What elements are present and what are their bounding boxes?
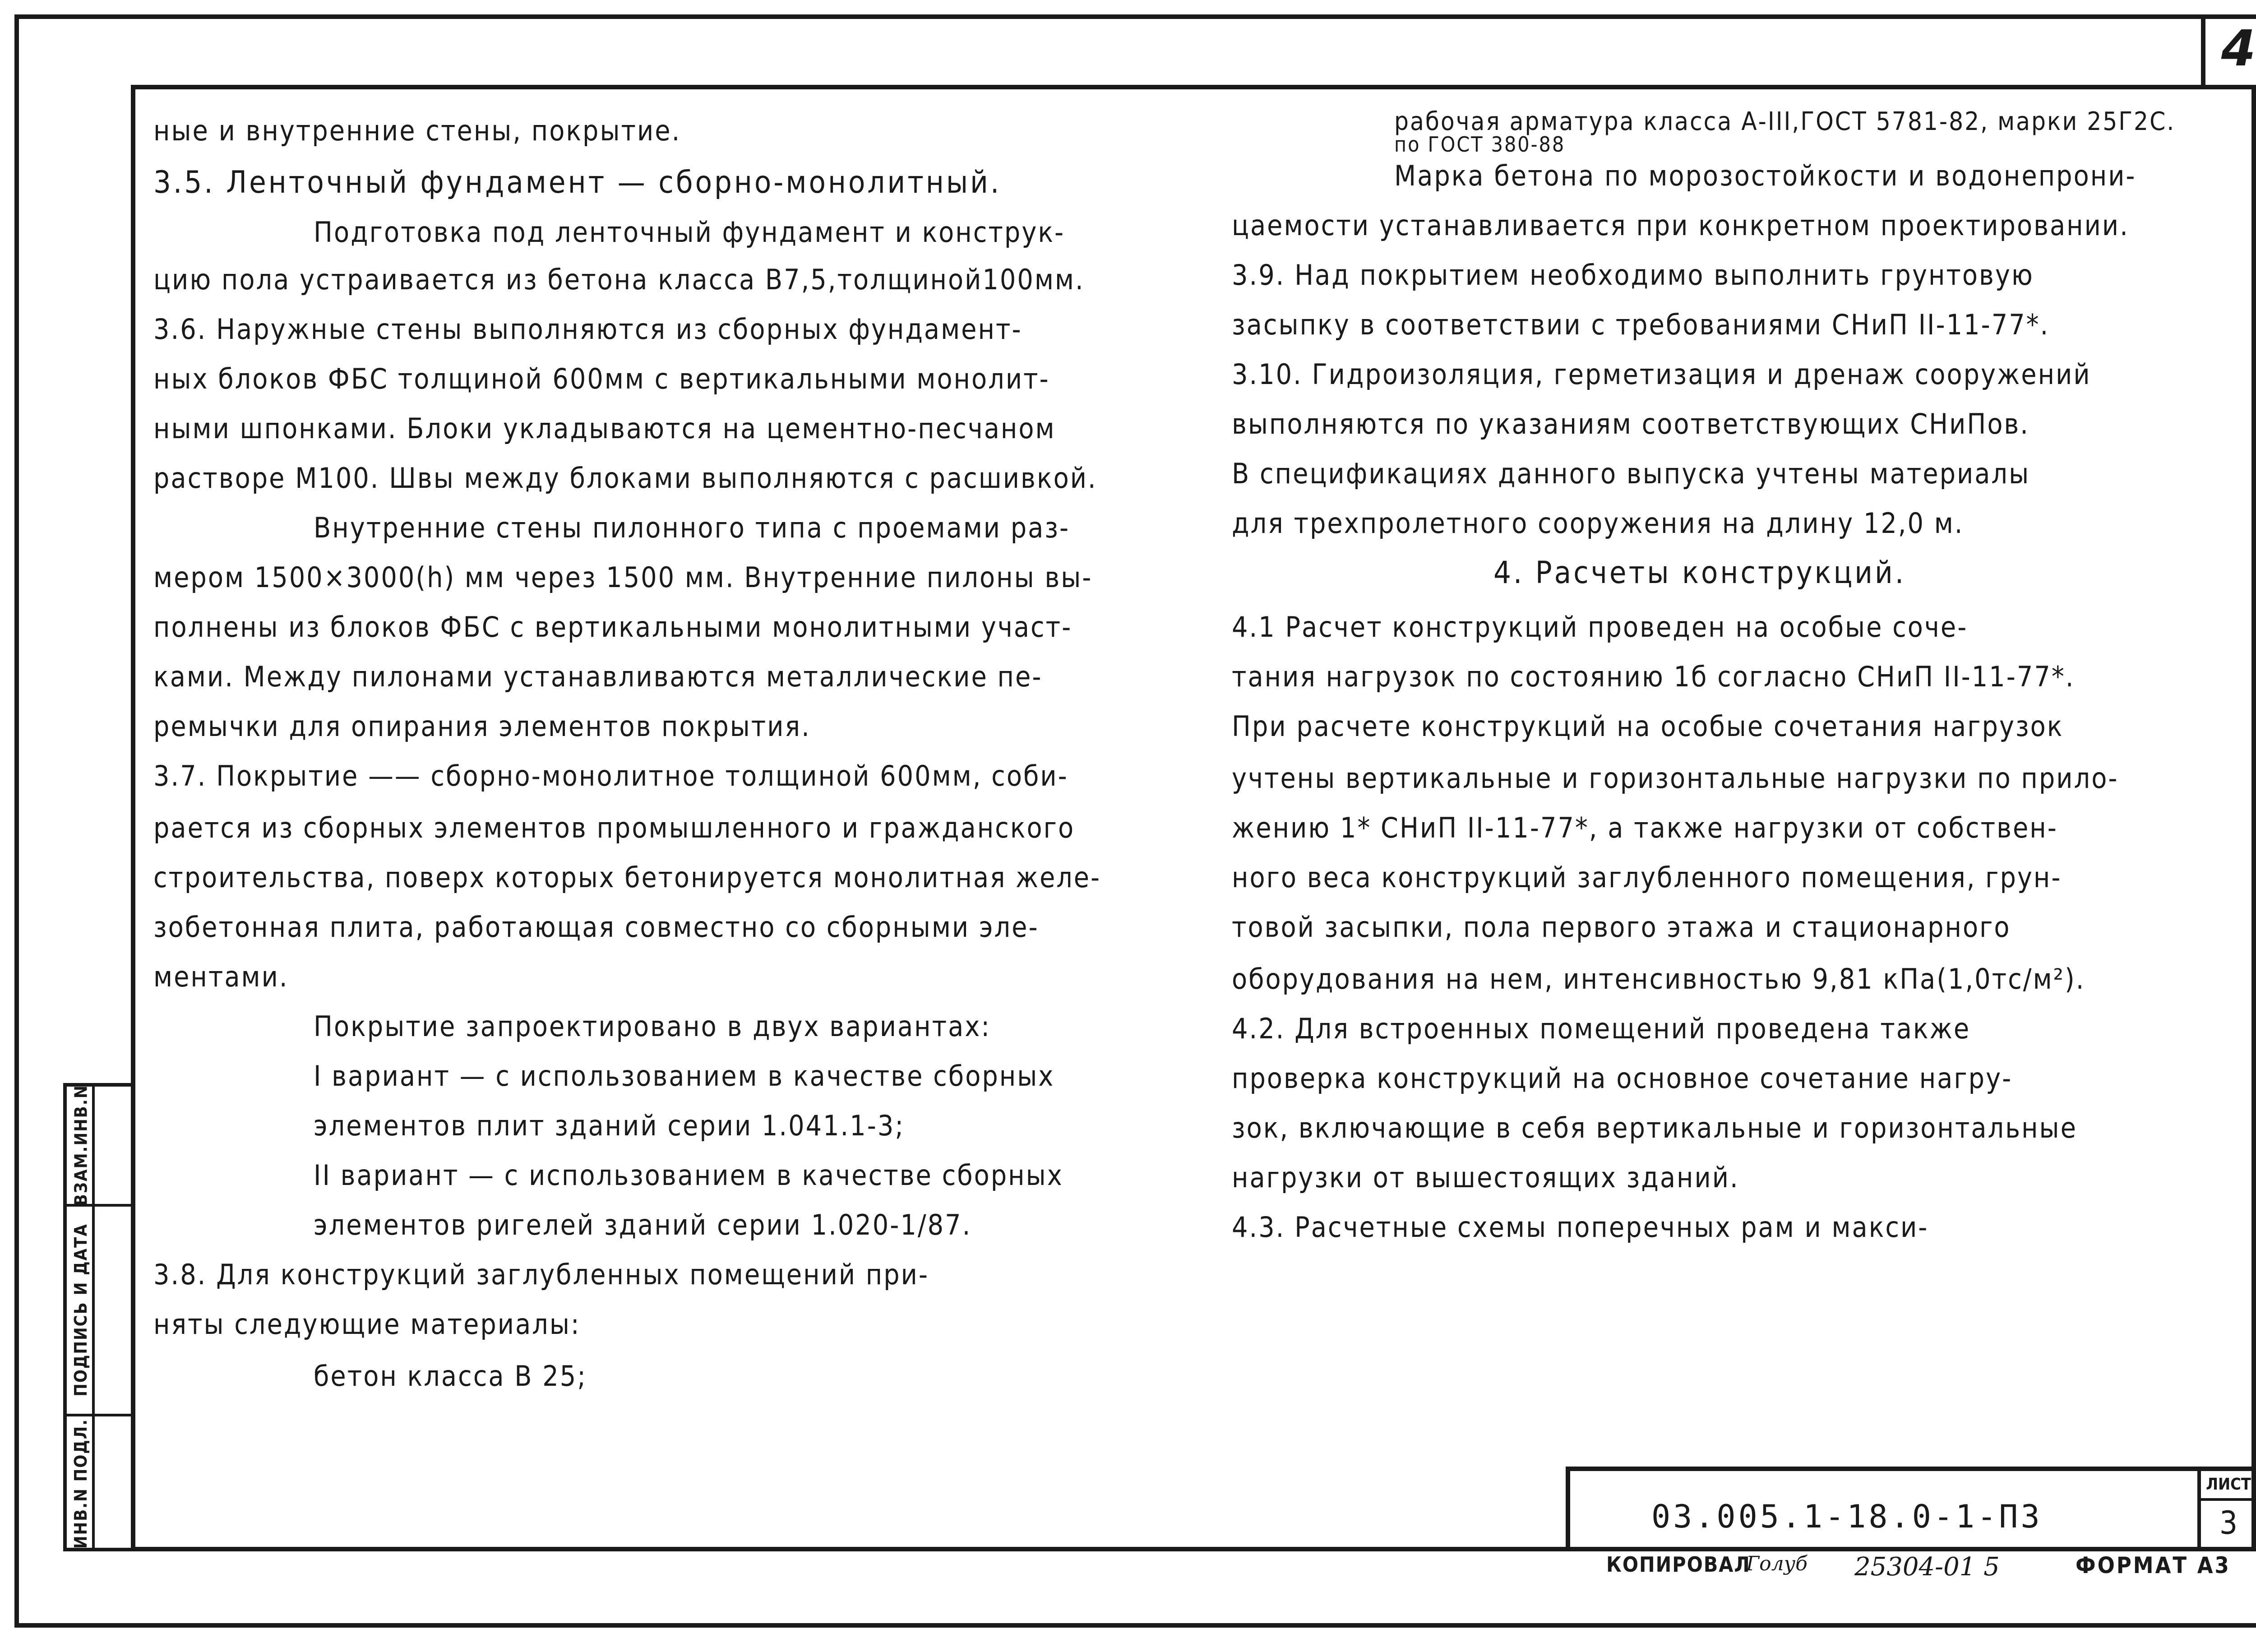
text-line: цаемости устанавливается при конкретном проектировании.: [1232, 209, 2129, 242]
text-line: полнены из блоков ФБС с вертикальными монолитными участ-: [153, 611, 1073, 643]
text-line: Внутренние стены пилонного типа с проемами раз-: [314, 511, 1070, 544]
sheet-number-box: [2197, 1471, 2256, 1551]
sidebar-field-signature: ПОДПИСЬ И ДАТА: [71, 1223, 91, 1397]
copied-by-signature: Голуб: [1746, 1552, 1808, 1575]
text-line: ремычки для опирания элементов покрытия.: [153, 710, 811, 743]
document-code: 03.005.1-18.0-1-ПЗ: [1651, 1498, 2043, 1535]
page-number: 4: [2201, 14, 2256, 89]
text-line: ками. Между пилонами устанавливаются металлические пе-: [153, 660, 1043, 693]
text-line: В спецификациях данного выпуска учтены материалы: [1232, 457, 2030, 490]
text-line: рабочая арматура класса А-III,ГОСТ 5781-82, марки 25Г2С.: [1394, 107, 2176, 136]
title-block: [1566, 1467, 2256, 1551]
sidebar-field-inventory: ИНВ.N ПОДЛ.: [71, 1418, 91, 1549]
text-line: элементов плит зданий серии 1.041.1-3;: [314, 1109, 905, 1142]
text-line: тания нагрузок по состоянию 1б согласно СНиП II-11-77*.: [1232, 660, 2075, 693]
text-line: мером 1500×3000(h) мм через 1500 мм. Внутренние пилоны вы-: [153, 561, 1093, 594]
text-line: по ГОСТ 380-88: [1394, 132, 1566, 157]
text-line: зок, включающие в себя вертикальные и горизонтальные: [1232, 1111, 2077, 1144]
text-line: рается из сборных элементов промышленного и гражданского: [153, 811, 1075, 844]
text-line: для трехпролетного сооружения на длину 12,0 м.: [1232, 507, 1964, 540]
text-line: 3.9. Над покрытием необходимо выполнить грунтовую: [1232, 259, 2034, 292]
approval-stamp-sidebar: [63, 1083, 131, 1551]
text-line: учтены вертикальные и горизонтальные нагрузки по прило-: [1232, 762, 2119, 795]
text-line: ных блоков ФБС толщиной 600мм с вертикальными монолит-: [153, 362, 1050, 395]
text-line: Марка бетона по морозостойкости и водонепрони-: [1394, 159, 2136, 192]
sheet-label: ЛИСТ: [2201, 1471, 2256, 1501]
text-line: 4.3. Расчетные схемы поперечных рам и макси-: [1232, 1211, 1929, 1244]
text-line: товой засыпки, пола первого этажа и стационарного: [1232, 911, 2011, 944]
text-line: оборудования на нем, интенсивностью 9,81 кПа(1,0тс/м²).: [1232, 963, 2085, 995]
text-line: Покрытие запроектировано в двух вариантах:: [314, 1010, 991, 1043]
text-line: элементов ригелей зданий серии 1.020-1/87.: [314, 1208, 972, 1241]
text-line: ментами.: [153, 960, 289, 993]
text-line: 3.6. Наружные стены выполняются из сборных фундамент-: [153, 313, 1022, 346]
text-line: жению 1* СНиП II-11-77*, а также нагрузки от собствен-: [1232, 811, 2058, 844]
text-line: 3.7. Покрытие —— сборно-монолитное толщиной 600мм, соби-: [153, 759, 1068, 792]
text-line: зобетонная плита, работающая совместно со сборными эле-: [153, 911, 1039, 944]
text-line: ного веса конструкций заглубленного помещения, грун-: [1232, 861, 2062, 894]
section-heading: 4. Расчеты конструкций.: [1493, 555, 1906, 591]
text-line: выполняются по указаниям соответствующих СНиПов.: [1232, 407, 2030, 440]
text-line: строительства, поверх которых бетонируется монолитная желе-: [153, 861, 1101, 894]
text-line: бетон класса В 25;: [314, 1360, 587, 1393]
text-line: няты следующие материалы:: [153, 1308, 581, 1341]
text-line: засыпку в соответствии с требованиями СНиП II-11-77*.: [1232, 308, 2050, 341]
text-line: проверка конструкций на основное сочетание нагру-: [1232, 1062, 2013, 1095]
section-heading: 3.5. Ленточный фундамент — сборно-монолитный.: [153, 165, 1002, 200]
inventory-number: 25304-01 5: [1854, 1552, 2000, 1582]
text-line: ными шпонками. Блоки укладываются на цементно-песчаном: [153, 412, 1056, 445]
text-line: I вариант — с использованием в качестве сборных: [314, 1060, 1055, 1092]
text-line: 3.10. Гидроизоляция, герметизация и дренаж сооружений: [1232, 358, 2091, 391]
sheet-format: ФОРМАТ А3: [2076, 1552, 2231, 1578]
text-line: нагрузки от вышестоящих зданий.: [1232, 1161, 1739, 1194]
text-line: ные и внутренние стены, покрытие.: [153, 114, 681, 147]
text-line: 4.2. Для встроенных помещений проведена также: [1232, 1012, 1971, 1045]
text-line: 4.1 Расчет конструкций проведен на особые соче-: [1232, 611, 1968, 643]
text-line: При расчете конструкций на особые сочетания нагрузок: [1232, 710, 2064, 743]
sidebar-field-replacement: ВЗАМ.ИНВ.N: [71, 1084, 91, 1206]
text-line: II вариант — с использованием в качестве сборных: [314, 1159, 1063, 1192]
text-line: 3.8. Для конструкций заглубленных помещений при-: [153, 1258, 929, 1291]
copied-by-label: КОПИРОВАЛ: [1606, 1552, 1751, 1577]
text-line: цию пола устраивается из бетона класса В7,5,толщиной100мм.: [153, 263, 1085, 296]
sheet-number: 3: [2219, 1504, 2238, 1541]
text-line: растворе М100. Швы между блоками выполняются с расшивкой.: [153, 462, 1097, 495]
text-line: Подготовка под ленточный фундамент и конструк-: [314, 216, 1065, 249]
